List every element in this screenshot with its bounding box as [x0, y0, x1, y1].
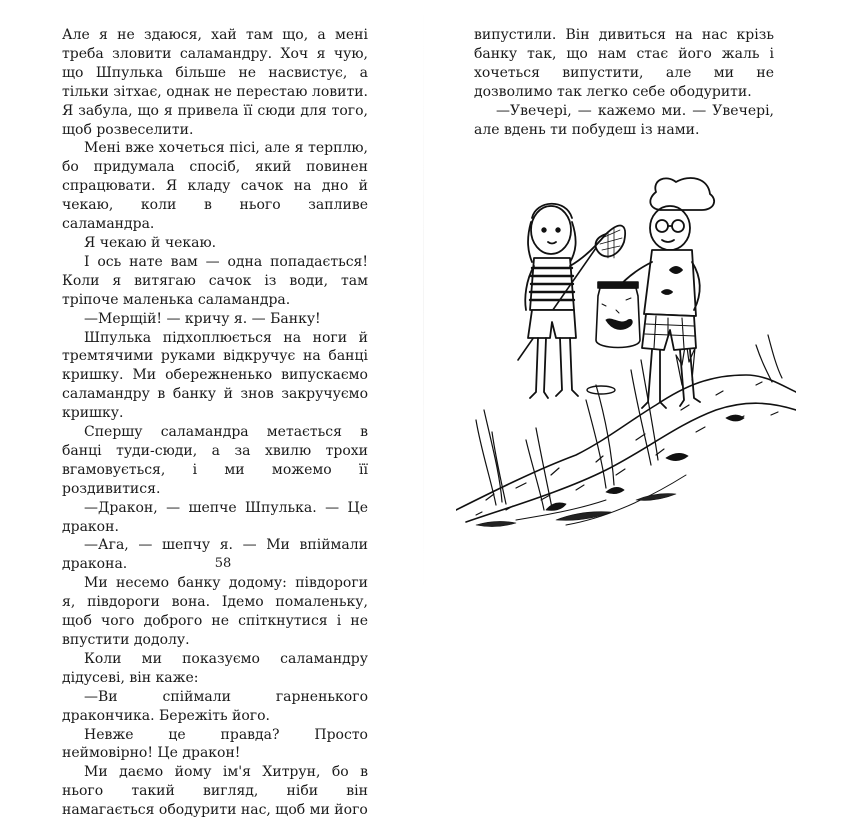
right-page — [474, 26, 774, 139]
paragraph: І ось нате вам — одна попадається! Коли я витягаю сачок із води, там тріпоче маленька саламандра. — [62, 253, 368, 308]
paragraph: Ми даємо йому ім'я Хитрун, бо в нього такий вигляд, ніби він намагається ободурити нас, щоб ми його — [62, 764, 368, 819]
paragraph: Невже це правда? Просто неймовірно! Це дракон! — [62, 726, 368, 762]
paragraph: Спершу саламандра метається в банці туди-сюди, а за хвилю трохи вгамовується, і ми можемо її роздивитися. — [62, 424, 368, 497]
paragraph: Коли ми показуємо саламандру дідусеві, він каже: — [62, 650, 368, 686]
page-number: 58 — [214, 556, 232, 571]
paragraph: —Дракон, — шепче Шпулька. — Це дракон. — [62, 499, 368, 535]
paragraph: Мені вже хочеться пісі, але я терплю, бо придумала спосіб, який повинен спрацювати. Я кладу сачок на дно й чекаю, коли в нього запливе саламандра. — [62, 140, 368, 233]
paragraph: Але я не здаюся, хай там що, а мені треба зловити саламандру. Хоч я чую, що Шпулька більше не насвистує, а тільки зітхає, однак не перестаю ловити. Я забула, що я привела її сюди для того, щоб розвеселити. — [62, 27, 368, 138]
left-page — [62, 26, 368, 820]
paragraph: —Ага, — шепчу я. — Ми впіймали дракона. — [62, 537, 368, 573]
gutter — [423, 0, 424, 600]
paragraph: Я чекаю й чекаю. — [84, 234, 217, 251]
paragraph: Шпулька підхоплюється на ноги й тремтячими руками відкручує на банці кришку. Ми обережненько випускаємо саламандру в банку й знов закручуємо кришку. — [62, 329, 368, 422]
paragraph: —Увечері, — кажемо ми. — Увечері, але вдень ти побудеш із нами. — [474, 102, 774, 138]
paragraph: —Мерщій! — кричу я. — Банку! — [84, 310, 321, 327]
paragraph: —Ви спіймали гарненького дракончика. Бережіть його. — [62, 688, 368, 724]
paragraph: випустили. Він дивиться на нас крізь банку так, що нам стає його жаль і хочеться випустити, але ми не дозволимо так легко себе ободурити. — [474, 27, 774, 100]
jar-with-salamander-drawing — [596, 282, 640, 348]
hillside-drawing — [456, 375, 796, 527]
stone-drawing — [587, 386, 615, 394]
paragraph: Ми несемо банку додому: півдороги я, півдороги вона. Ідемо помаленьку, щоб чого доброго не спіткнутися і не впустити додолу. — [62, 575, 368, 648]
children-with-jar-illustration — [456, 170, 796, 530]
